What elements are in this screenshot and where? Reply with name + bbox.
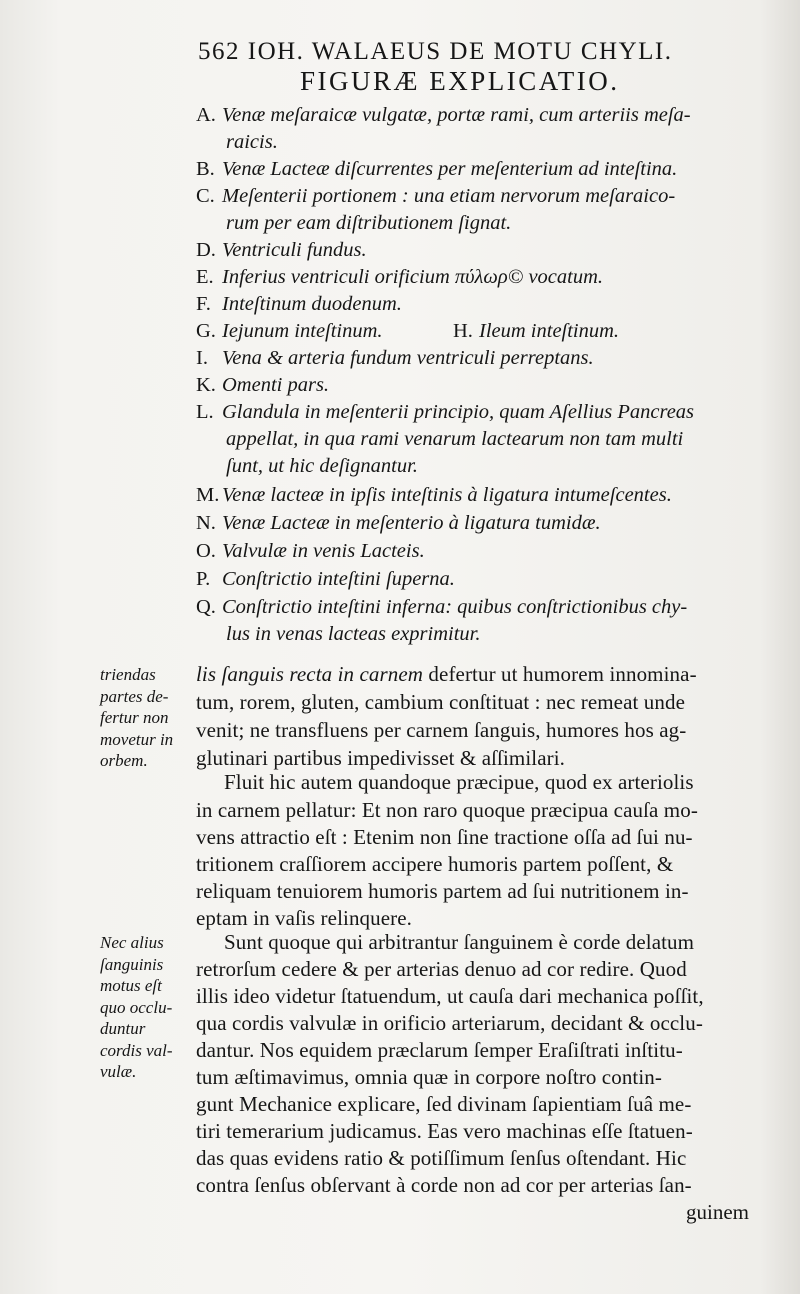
legend-desc: Venæ Lacteæ diſcurrentes per meſenterium ad inteſtina. — [222, 158, 678, 180]
legend-item-g — [196, 320, 383, 343]
running-head: 562 IOH. WALAEUS DE MOTU CHYLI. — [198, 38, 673, 65]
margin-note-line: vulæ. — [100, 1062, 137, 1081]
margin-note-line: Nec alius — [100, 933, 164, 952]
legend-letter: L. — [196, 401, 214, 423]
body-line: tritionem craſſiorem accipere humoris partem poſſent, & — [196, 852, 674, 876]
body-line: qua cordis valvulæ in orificio arteriarum, decidant & occlu- — [196, 1011, 703, 1035]
legend-desc: Inferius ventriculi orificium πύλωρ© vocatum. — [222, 266, 604, 288]
legend-letter: D. — [196, 239, 216, 261]
legend-item-n — [196, 512, 601, 535]
body-line: retrorſum cedere & per arterias denuo ad cor redire. Quod — [196, 957, 687, 981]
body-line: eptam in vaſis relinquere. — [196, 906, 413, 930]
body-line: in carnem pellatur: Et non raro quoque præcipua cauſa mo- — [196, 798, 698, 822]
legend-letter: E. — [196, 266, 214, 288]
legend-letter: B. — [196, 158, 215, 180]
legend-cont: appellat, in qua rami venarum lactearum non tam multi — [226, 428, 684, 450]
legend-letter: M. — [196, 484, 220, 506]
body-line: tum, rorem, gluten, cambium conſtituat : nec remeat unde — [196, 690, 686, 714]
margin-note-line: triendas — [100, 665, 156, 684]
legend-item-m — [196, 484, 672, 507]
body-line — [196, 662, 697, 687]
body-line: vens attractio eſt : Etenim non ſine tractione oſſa ad ſui nu- — [196, 825, 693, 849]
legend-cont: rum per eam diſtributionem ſignat. — [226, 212, 512, 234]
legend-letter: N. — [196, 512, 216, 534]
section-title: FIGURÆ EXPLICATIO. — [300, 66, 620, 96]
body-line: Sunt quoque qui arbitrantur ſanguinem è corde delatum — [224, 930, 695, 954]
legend-cont: raicis. — [226, 131, 278, 153]
body-line: reliquam tenuiorem humoris partem ad ſui nutritionem in- — [196, 879, 689, 903]
legend-item-i — [196, 347, 594, 370]
legend-desc: Iejunum inteſtinum. — [222, 320, 383, 342]
body-roman: defertur ut humorem innomina- — [423, 662, 697, 686]
legend-letter: H. — [453, 320, 473, 342]
legend-desc: Vena & arteria fundum ventriculi perreptans. — [222, 347, 594, 369]
margin-note-line: quo occlu- — [100, 997, 173, 1017]
legend-item-k — [196, 374, 329, 397]
legend-letter: I. — [196, 347, 208, 369]
body-line: tiri temerarium judicamus. Eas vero machinas eſſe ſtatuen- — [196, 1119, 693, 1143]
margin-note-line: ſanguinis — [100, 954, 164, 974]
legend-cont: lus in venas lacteas exprimitur. — [226, 623, 481, 645]
margin-note — [100, 932, 173, 1083]
body-line: Fluit hic autem quandoque præcipue, quod ex arteriolis — [224, 770, 694, 794]
legend-desc: Venæ Lacteæ in meſenterio à ligatura tumidæ. — [222, 512, 601, 534]
margin-note-line: movetur in — [100, 729, 174, 749]
legend-desc: Conſtrictio inteſtini inferna: quibus conſtrictionibus chy- — [222, 596, 688, 618]
legend-item-l — [196, 401, 694, 424]
legend-letter: O. — [196, 540, 216, 562]
body-line: illis ideo videtur ſtatuendum, ut cauſa dari mechanica poſſit, — [196, 984, 704, 1008]
legend-letter: K. — [196, 374, 216, 396]
legend-desc: Venæ lacteæ in ipſis inteſtinis à ligatura intumeſcentes. — [222, 484, 672, 506]
legend-item-p — [196, 568, 455, 591]
legend-desc: Venæ meſaraicæ vulgatæ, portæ rami, cum arteriis meſa- — [222, 104, 691, 126]
body-line: dantur. Nos equidem præclarum ſemper Eraſiſtrati inſtitu- — [196, 1038, 683, 1062]
body-line: glutinari partibus impedivisset & aſſimilari. — [196, 746, 566, 770]
legend-letter: C. — [196, 185, 215, 207]
legend-desc: Inteſtinum duodenum. — [222, 293, 402, 315]
margin-note — [100, 664, 173, 772]
legend-item-f — [196, 293, 402, 316]
legend-desc: Ileum inteſtinum. — [479, 320, 620, 342]
margin-note-line: cordis val- — [100, 1040, 173, 1060]
legend-item-c — [196, 185, 675, 208]
body-line: tum æſtimavimus, omnia quæ in corpore noſtro contin- — [196, 1065, 662, 1089]
legend-desc: Meſenterii portionem : una etiam nervorum meſaraico- — [222, 185, 676, 207]
legend-letter: Q. — [196, 596, 216, 618]
legend-desc: Ventriculi fundus. — [222, 239, 367, 261]
margin-note-line: motus eſt — [100, 976, 162, 995]
legend-desc: Valvulæ in venis Lacteis. — [222, 540, 425, 562]
legend-item-h — [453, 320, 619, 343]
margin-note-line: partes de- — [100, 686, 169, 706]
margin-note-line: duntur — [100, 1019, 146, 1038]
legend-desc: Omenti pars. — [222, 374, 330, 396]
body-italic: lis ſanguis recta in carnem — [196, 662, 424, 686]
body-line: gunt Mechanice explicare, ſed divinam ſapientiam ſuâ me- — [196, 1092, 692, 1116]
body-line: venit; ne transfluens per carnem ſanguis, humores hos ag- — [196, 718, 687, 742]
legend-item-b — [196, 158, 677, 181]
legend-item-q — [196, 596, 687, 619]
legend-desc: Glandula in meſenterii principio, quam Aſellius Pancreas — [222, 401, 695, 423]
body-line: contra ſenſus obſervant à corde non ad cor per arterias ſan- — [196, 1173, 692, 1197]
body-line: das quas evidens ratio & potiſſimum ſenſus oſtendant. Hic — [196, 1146, 687, 1170]
legend-letter: A. — [196, 104, 216, 126]
catchword: guinem — [686, 1200, 749, 1224]
legend-item-o — [196, 540, 425, 563]
margin-note-line: fertur non — [100, 708, 169, 727]
legend-letter: P. — [196, 568, 211, 590]
margin-note-line: orbem. — [100, 751, 148, 770]
legend-item-e — [196, 266, 603, 289]
legend-letter: F. — [196, 293, 211, 315]
legend-item-a — [196, 104, 691, 127]
legend-item-d — [196, 239, 367, 262]
legend-desc: Conſtrictio inteſtini ſuperna. — [222, 568, 455, 590]
legend-cont: ſunt, ut hic deſignantur. — [226, 455, 418, 477]
legend-letter: G. — [196, 320, 216, 342]
